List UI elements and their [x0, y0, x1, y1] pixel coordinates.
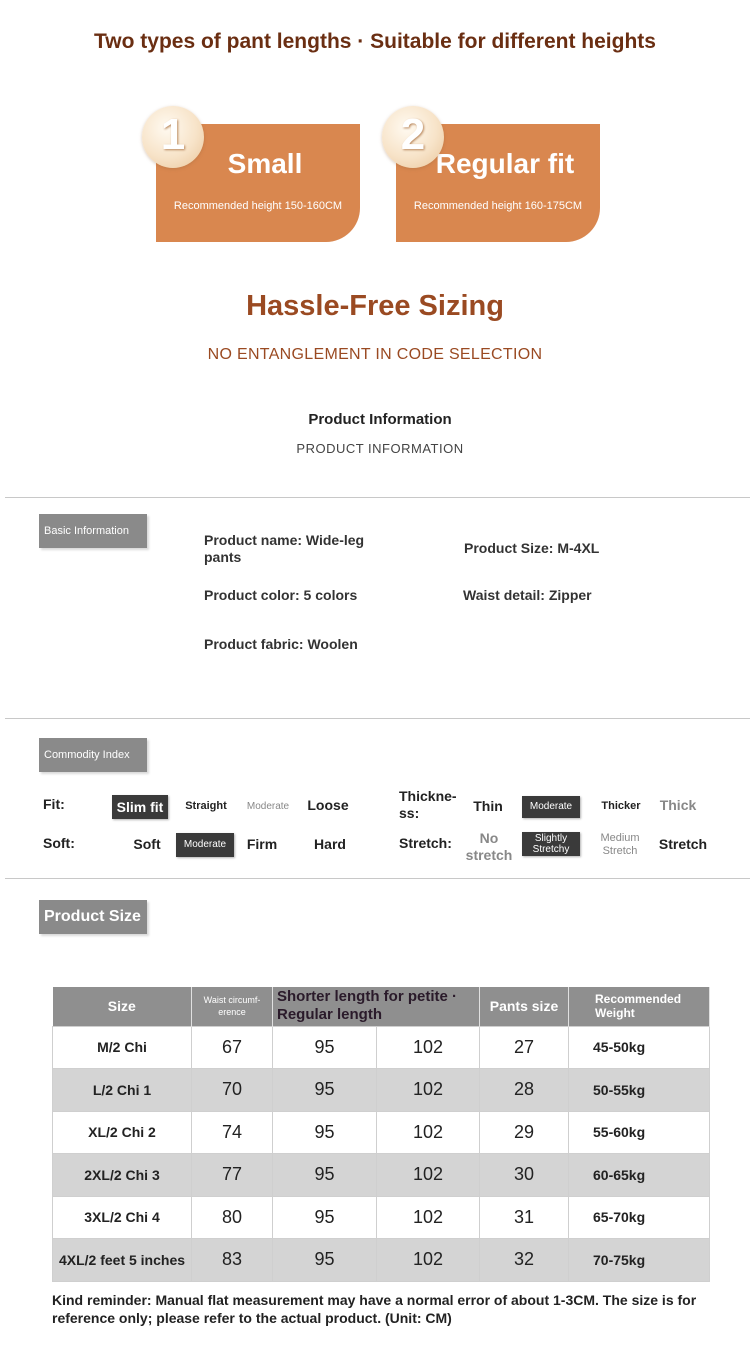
- cell-waist: 83: [192, 1239, 273, 1282]
- cell-short-length: 95: [273, 1069, 377, 1112]
- fit-option-moderate: Moderate: [246, 801, 290, 812]
- cell-short-length: 95: [273, 1111, 377, 1154]
- kind-reminder: Kind reminder: Manual flat measurement may have a normal error of about 1-3CM. The size is for reference only; please refer to the actual product. (Unit: CM): [52, 1292, 697, 1326]
- table-row: [53, 1069, 710, 1112]
- cell-waist: 77: [192, 1154, 273, 1197]
- divider: [5, 878, 750, 879]
- cell-regular-length: 102: [377, 1026, 480, 1069]
- fit-option-slim-fit: Slim fit: [112, 795, 168, 819]
- cell-waist: 70: [192, 1069, 273, 1112]
- cell-weight: 70-75kg: [569, 1239, 710, 1282]
- cell-waist: 74: [192, 1111, 273, 1154]
- cell-pants-size: 30: [480, 1154, 569, 1197]
- thickness-label: Thickne-ss:: [399, 788, 457, 821]
- page-title: Two types of pant lengths · Suitable for different heights: [94, 30, 656, 53]
- length-name: Small: [227, 148, 303, 179]
- cell-pants-size: 29: [480, 1111, 569, 1154]
- soft-option-hard: Hard: [314, 836, 346, 852]
- cell-regular-length: 102: [377, 1069, 480, 1112]
- size-table: [52, 987, 710, 1282]
- thickness-option-thin: Thin: [473, 798, 503, 814]
- stretch-option-medium-stretch: Medium Stretch: [600, 832, 640, 857]
- fit-option-loose: Loose: [307, 797, 349, 813]
- cell-weight: 65-70kg: [569, 1196, 710, 1239]
- length-name: Regular fit: [435, 148, 575, 179]
- hassle-subtitle: NO ENTANGLEMENT IN CODE SELECTION: [207, 346, 543, 363]
- number-badge-2: 2: [382, 106, 444, 168]
- table-row: [53, 1239, 710, 1282]
- cell-size: 4XL/2 feet 5 inches: [53, 1239, 192, 1282]
- fit-label: Fit:: [43, 796, 65, 812]
- hassle-title: Hassle-Free Sizing: [246, 290, 504, 322]
- product-info-title: Product Information: [308, 411, 452, 428]
- cell-pants-size: 28: [480, 1069, 569, 1112]
- soft-label: Soft:: [43, 835, 75, 851]
- cell-waist: 67: [192, 1026, 273, 1069]
- header-pants-size: Pants size: [480, 987, 569, 1026]
- cell-size: M/2 Chi: [53, 1026, 192, 1069]
- commodity-index-tag: Commodity Index: [39, 738, 147, 772]
- cell-pants-size: 31: [480, 1196, 569, 1239]
- product-size-tag: Product Size: [39, 900, 147, 934]
- stretch-option-no-stretch: No stretch: [465, 830, 513, 863]
- number-badge-1: 1: [142, 106, 204, 168]
- cell-pants-size: 27: [480, 1026, 569, 1069]
- divider: [5, 497, 750, 498]
- cell-size: 2XL/2 Chi 3: [53, 1154, 192, 1197]
- soft-option-soft: Soft: [133, 836, 161, 852]
- product-size: Product Size: M-4XL: [464, 540, 600, 556]
- cell-regular-length: 102: [377, 1196, 480, 1239]
- fit-option-straight: Straight: [185, 800, 227, 812]
- cell-size: XL/2 Chi 2: [53, 1111, 192, 1154]
- divider: [5, 718, 750, 719]
- product-info-subtitle: PRODUCT INFORMATION: [296, 441, 464, 456]
- cell-short-length: 95: [273, 1154, 377, 1197]
- cell-weight: 55-60kg: [569, 1111, 710, 1154]
- product-name: Product name: Wide-leg pants: [204, 532, 365, 565]
- header-length: Shorter length for petite · Regular length: [273, 987, 480, 1026]
- stretch-option-stretch: Stretch: [658, 836, 708, 852]
- cell-weight: 60-65kg: [569, 1154, 710, 1197]
- cell-pants-size: 32: [480, 1239, 569, 1282]
- cell-regular-length: 102: [377, 1111, 480, 1154]
- cell-short-length: 95: [273, 1239, 377, 1282]
- cell-weight: 50-55kg: [569, 1069, 710, 1112]
- table-row: [53, 1196, 710, 1239]
- header-waist: Waist circumf-erence: [192, 987, 273, 1026]
- soft-option-moderate: Moderate: [176, 833, 234, 857]
- basic-info-tag: Basic Information: [39, 514, 147, 548]
- product-fabric: Product fabric: Woolen: [204, 636, 358, 652]
- product-color: Product color: 5 colors: [204, 587, 358, 603]
- header-weight: Recommended Weight: [569, 987, 710, 1026]
- cell-regular-length: 102: [377, 1239, 480, 1282]
- table-row: [53, 1026, 710, 1069]
- cell-size: 3XL/2 Chi 4: [53, 1196, 192, 1239]
- length-note: Recommended height 150-160CM: [173, 200, 343, 212]
- table-row: [53, 1154, 710, 1197]
- table-header-row: [53, 987, 710, 1026]
- stretch-label: Stretch:: [399, 835, 452, 851]
- cell-regular-length: 102: [377, 1154, 480, 1197]
- thickness-option-thicker: Thicker: [601, 800, 641, 812]
- cell-short-length: 95: [273, 1026, 377, 1069]
- cell-waist: 80: [192, 1196, 273, 1239]
- cell-short-length: 95: [273, 1196, 377, 1239]
- cell-weight: 45-50kg: [569, 1026, 710, 1069]
- waist-detail: Waist detail: Zipper: [463, 587, 592, 603]
- thickness-option-moderate: Moderate: [522, 796, 580, 818]
- table-row: [53, 1111, 710, 1154]
- soft-option-firm: Firm: [246, 836, 278, 852]
- cell-size: L/2 Chi 1: [53, 1069, 192, 1112]
- length-note: Recommended height 160-175CM: [413, 200, 583, 212]
- thickness-option-thick: Thick: [659, 797, 697, 813]
- header-size: Size: [53, 987, 192, 1026]
- stretch-option-slightly-stretchy: Slightly Stretchy: [522, 832, 580, 856]
